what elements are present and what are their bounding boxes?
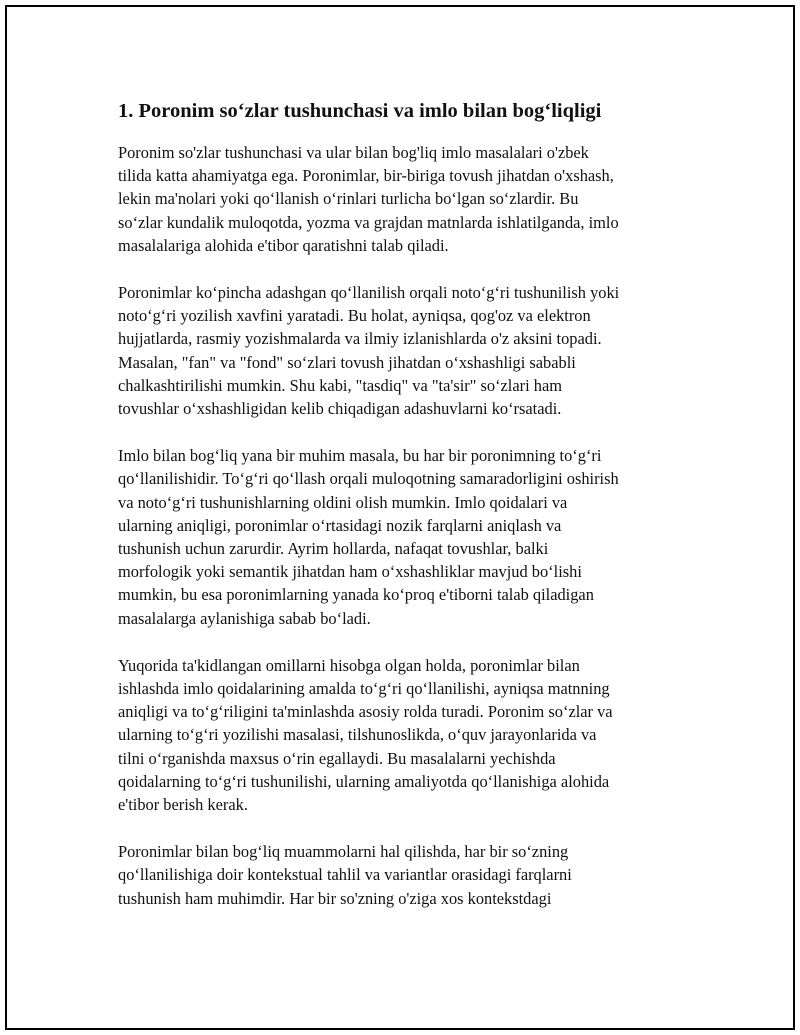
text-line: mumkin, bu esa poronimlarning yanada ko‘proq e'tiborni talab qiladigan (118, 585, 594, 605)
page-frame (5, 5, 795, 1030)
text-line: Poronim so'zlar tushunchasi va ular bilan bog'liq imlo masalalari o'zbek (118, 143, 589, 162)
text-line: tushunish ham muhimdir. Har bir so'zning o'ziga xos kontekstdagi (118, 888, 552, 908)
document-body (118, 97, 693, 934)
text-line: ularning to‘g‘ri yozilishi masalasi, tilshunoslikda, o‘quv jarayonlarida va (118, 725, 597, 745)
text-line: tilni o‘rganishda maxsus o‘rin egallaydi. Bu masalalarni yechishda (118, 748, 556, 768)
text-line: masalalariga alohida e'tibor qaratishni talab qiladi. (118, 235, 449, 255)
text-line: qoidalarning to‘g‘ri tushunilishi, ularning amaliyotda qo‘llanishiga alohida (118, 771, 610, 791)
text-line: e'tibor berish kerak. (118, 795, 248, 815)
text-line: lekin ma'nolari yoki qo‘llanish o‘rinlari turlicha bo‘lgan so‘zlardir. Bu (118, 189, 579, 209)
text-line: Poronimlar ko‘pincha adashgan qo‘llanilish orqali noto‘g‘ri tushunilish yoki (118, 283, 620, 303)
text-line: tovushlar o‘xshashligidan kelib chiqadigan adashuvlarni ko‘rsatadi. (118, 399, 562, 419)
text-line: qo‘llanilishiga doir kontekstual tahlil va variantlar orasidagi farqlarni (118, 865, 572, 885)
text-line: masalalarga aylanishiga sabab bo‘ladi. (118, 608, 371, 628)
text-line: so‘zlar kundalik muloqotda, yozma va grajdan matnlarda ishlatilganda, imlo (118, 212, 619, 232)
text-line: Yuqorida ta'kidlangan omillarni hisobga olgan holda, poronimlar bilan (118, 655, 580, 675)
text-line: tushunish uchun zarurdir. Ayrim hollarda, nafaqat tovushlar, balki (118, 539, 549, 559)
text-line: tilida katta ahamiyatga ega. Poronimlar, bir-biriga tovush jihatdan o'xshash, (118, 166, 614, 186)
text-line: noto‘g‘ri yozilish xavfini yaratadi. Bu holat, ayniqsa, qog'oz va elektron (118, 306, 591, 326)
paragraph-3 (118, 444, 693, 630)
text-line: chalkashtirilishi mumkin. Shu kabi, "tasdiq" va "ta'sir" so‘zlari ham (118, 375, 562, 395)
text-line: Poronimlar bilan bog‘liq muammolarni hal qilishda, har bir so‘zning (118, 842, 569, 862)
section-heading: 1. Poronim so‘zlar tushunchasi va imlo bilan bog‘liqligi (118, 100, 602, 122)
text-line: ishlashda imlo qoidalarining amalda to‘g‘ri qo‘llanilishi, ayniqsa matnning (118, 679, 610, 699)
text-line: aniqligi va to‘g‘riligini ta'minlashda asosiy rolda turadi. Poronim so‘zlar va (118, 702, 613, 722)
text-line: qo‘llanilishidir. To‘g‘ri qo‘llash orqali muloqotning samaradorligini oshirish (118, 469, 619, 489)
text-line: hujjatlarda, rasmiy yozishmalarda va ilmiy izlanishlarda o'z aksini topadi. (118, 329, 602, 349)
paragraph-1 (118, 141, 693, 257)
paragraph-5 (118, 840, 693, 910)
paragraph-4 (118, 654, 693, 816)
text-line: va noto‘g‘ri tushunishlarning oldini olish mumkin. Imlo qoidalari va (118, 492, 568, 512)
text-line: Imlo bilan bog‘liq yana bir muhim masala, bu har bir poronimning to‘g‘ri (118, 446, 602, 466)
text-line: morfologik yoki semantik jihatdan ham o‘xshashliklar mavjud bo‘lishi (118, 562, 582, 582)
text-line: ularning aniqligi, poronimlar o‘rtasidagi nozik farqlarni aniqlash va (118, 515, 562, 535)
paragraph-2 (118, 281, 693, 420)
text-line: Masalan, "fan" va "fond" so‘zlari tovush jihatdan o‘xshashligi sababli (118, 352, 576, 372)
